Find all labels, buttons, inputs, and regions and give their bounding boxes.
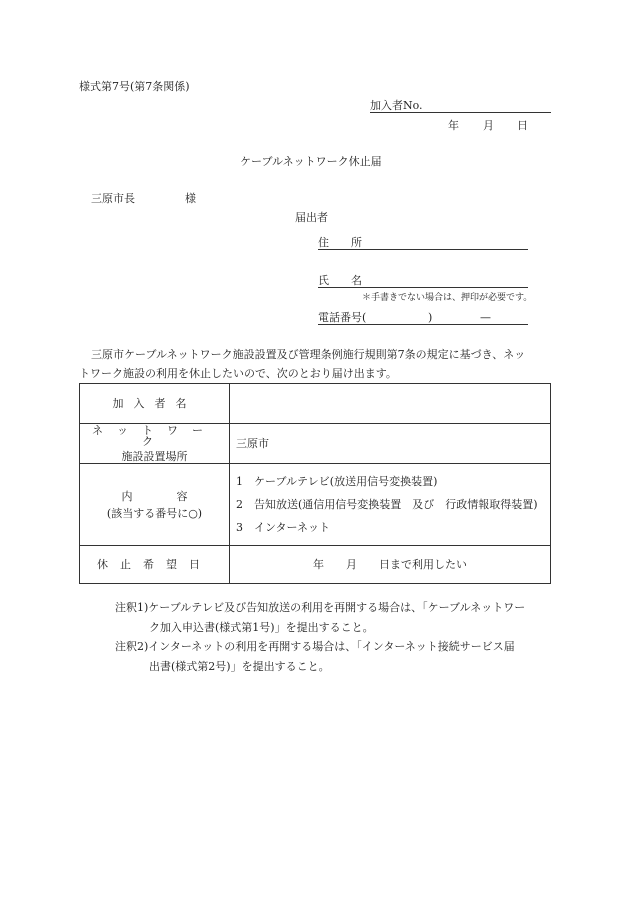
subscriber-name-label: 加入者名 [80,384,230,424]
location-label-line2: 施設設置場所 [121,450,188,463]
subscriber-name-field[interactable] [230,384,551,424]
location-label-line1: ネットワーク [92,424,217,448]
address-label: 住 所 [318,236,362,249]
application-table [79,383,551,584]
content-label-line2: (該当する番号に○) [106,506,203,520]
phone-close-paren: ) [428,311,433,324]
option-internet[interactable]: 3 インターネット [236,521,331,534]
content-label-line1: 内 容 [121,489,188,503]
name-label: 氏 名 [318,274,362,287]
form-number: 様式第7号(第7条関係) [79,80,190,93]
intro-line-2: トワーク施設の利用を休止したいので、次のとおり届け出ます。 [79,367,397,380]
content-options [230,464,551,546]
intro-line-1: 三原市ケーブルネットワーク施設設置及び管理条例施行規則第7条の規定に基づき、ネッ [91,348,526,361]
option-notification-broadcast[interactable]: 2 告知放送(通信用信号変換装置 及び 行政情報取得装置) [236,498,538,511]
content-label [80,464,230,546]
addressee-name: 三原市長 [91,192,135,205]
addressee-honorific: 様 [185,192,196,205]
location-label [80,424,230,464]
seal-note: ＊手書きでない場合は、押印が必要です。 [362,293,533,303]
subscriber-no-field[interactable] [370,112,551,113]
suspension-date-label: 休止希望日 [80,546,230,584]
date-year: 年 [448,119,459,132]
note-2-line-1: 注釈2)インターネットの利用を再開する場合は、「インターネット接続サービス届 [115,640,515,653]
applicant-label: 届出者 [295,211,328,224]
phone-dash: — [480,311,491,324]
subscriber-no-label: 加入者No. [370,99,423,112]
date-month: 月 [483,119,494,132]
date-day: 日 [517,119,528,132]
suspension-date-value[interactable]: 年 月 日まで利用したい [230,546,551,584]
phone-field[interactable] [318,324,528,325]
location-value[interactable]: 三原市 [230,424,551,464]
note-2-line-2: 出書(様式第2号)」を提出すること。 [149,660,330,673]
name-field[interactable] [318,287,528,288]
document-title: ケーブルネットワーク休止届 [240,155,382,168]
phone-label: 電話番号( [318,311,367,324]
address-field[interactable] [318,249,528,250]
note-1-line-1: 注釈1)ケーブルテレビ及び告知放送の利用を再開する場合は、「ケーブルネットワー [115,601,526,614]
note-1-line-2: ク加入申込書(様式第1号)」を提出すること。 [149,621,374,634]
option-cable-tv[interactable]: 1 ケーブルテレビ(放送用信号変換装置) [236,475,438,488]
